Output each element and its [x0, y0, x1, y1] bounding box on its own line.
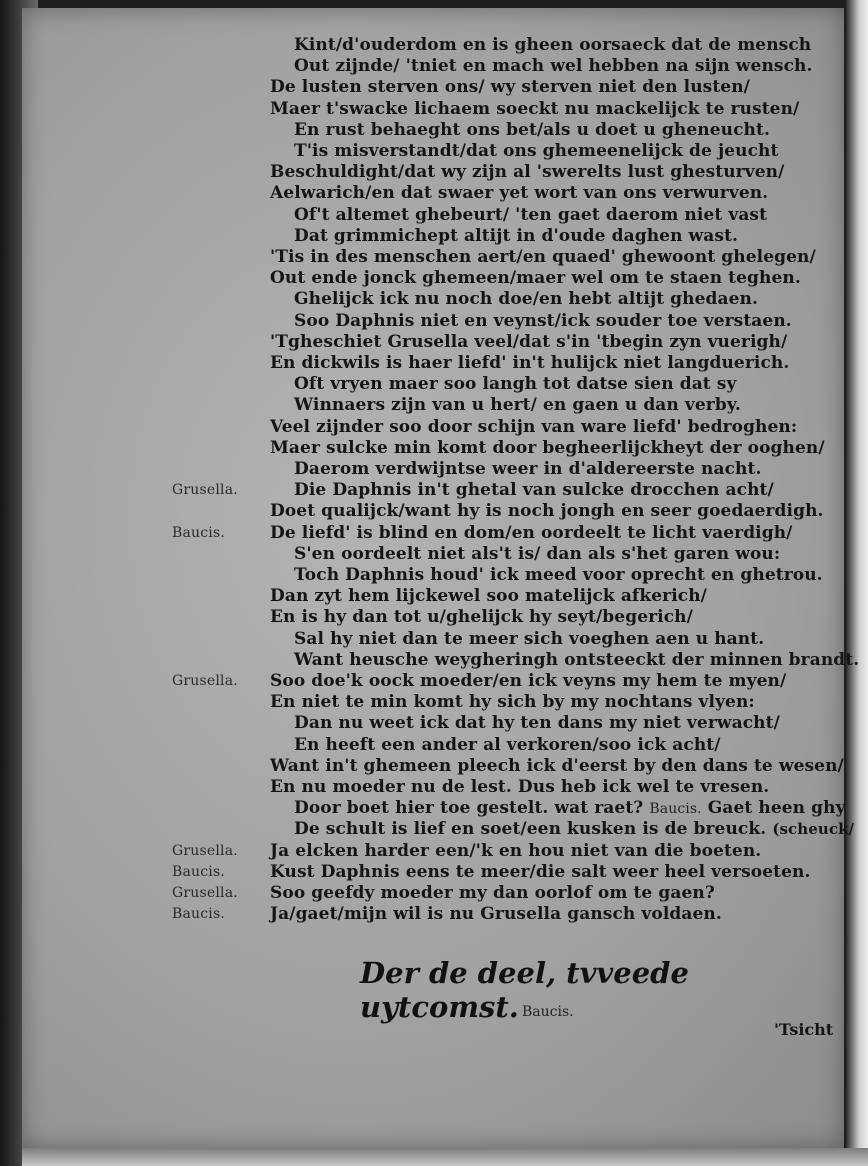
verse-text	[294, 394, 741, 416]
catch-speaker: Baucis.	[522, 1004, 574, 1020]
verse-line	[22, 394, 844, 416]
verse-text	[270, 903, 722, 925]
verse-text-main: Dan nu weet ick dat hy ten dans my niet verwacht/	[294, 713, 780, 734]
verse-line	[22, 204, 844, 226]
verse-text-main: En is hy dan tot u/ghelijck hy seyt/begerich/	[270, 607, 693, 628]
verse-line	[22, 331, 844, 353]
verse-line	[22, 246, 844, 268]
verse-line	[22, 670, 844, 692]
verse-text	[270, 416, 797, 438]
verse-text-main: Want heusche weygheringh ontsteeckt der minnen brandt.	[294, 649, 860, 670]
verse-text-main: Toch Daphnis houd' ick meed voor oprecht en ghetrou.	[294, 565, 823, 585]
verse-line	[22, 416, 844, 438]
verse-text	[294, 288, 758, 310]
verse-text	[270, 500, 824, 522]
verse-text	[294, 55, 813, 77]
verse-text-main: Dat grimmichept altijt in d'oude daghen wast.	[294, 225, 739, 246]
verse-text-main: En rust behaeght ons bet/als u doet u gheneucht.	[294, 119, 770, 140]
verse-line	[22, 119, 844, 141]
verse-text-main: Kust Daphnis eens te meer/die salt weer heel versoeten.	[270, 861, 811, 882]
verse-text	[294, 458, 761, 480]
verse-text	[270, 98, 799, 120]
verse-text	[294, 140, 778, 162]
verse-text	[294, 712, 780, 734]
verse-text-main: Winnaers zijn van u hert/ en gaen u dan verby.	[294, 395, 741, 416]
verse-text-main: Ghelijck ick nu noch doe/en hebt altijt ghedaen.	[294, 289, 759, 310]
verse-text	[270, 76, 750, 98]
verse-text	[270, 352, 789, 374]
speaker-label: Grusella.	[172, 885, 238, 901]
verse-text-main: Ja/gaet/mijn wil is nu Grusella gansch voldaen.	[270, 904, 722, 925]
verse-text-main: Sal hy niet dan te meer sich voeghen aen u hant.	[294, 628, 765, 649]
verse-text-main: Doet qualijck/want hy is noch jongh en seer goedaerdigh.	[270, 501, 824, 522]
verse-text	[294, 649, 859, 671]
verse-text	[270, 246, 816, 268]
verse-text	[294, 818, 854, 840]
verse-text-main: De liefd' is blind en dom/en oordeelt te licht vaerdigh/	[270, 522, 793, 543]
verse-text-main: Dan zyt hem lijckewel soo matelijck afkerich/	[270, 586, 707, 607]
catchword: 'Tsicht	[774, 1020, 834, 1039]
verse-line	[22, 818, 855, 840]
verse-text	[294, 310, 792, 332]
verse-text-main: T'is misverstandt/dat ons ghemeenelijck de jeucht	[294, 141, 779, 161]
verse-text-main: Soo doe'k oock moeder/en ick veyns my hem te myen/	[270, 671, 787, 691]
verse-text-main: Kint/d'ouderdom en is gheen oorsaeck dat de mensch	[294, 35, 812, 55]
verse-text	[294, 373, 736, 395]
verse-line	[22, 564, 844, 586]
verse-text	[270, 267, 801, 289]
verse-line	[22, 437, 844, 459]
verse-text-main: Of't altemet ghebeurt/ 'ten gaet daerom niet vast	[294, 204, 768, 225]
verse-line	[22, 628, 844, 650]
verse-text	[270, 776, 769, 798]
verse-text	[294, 225, 738, 247]
verse-text-main: Out zijnde/ 'tniet en mach wel hebben na sijn wensch.	[294, 56, 813, 77]
turnover-word: (scheuck/	[772, 820, 855, 839]
verse-text	[270, 585, 707, 607]
verse-line	[22, 288, 844, 310]
verse-text	[270, 861, 811, 883]
verse-text	[270, 161, 784, 183]
verse-text	[294, 628, 764, 650]
verse-text-main: Maer t'swacke lichaem soeckt nu mackelijck te rusten/	[270, 98, 800, 119]
verse-line	[22, 500, 844, 522]
verse-text-main: Daerom verdwijntse weer in d'aldereerste nacht.	[294, 459, 762, 479]
speaker-label: Grusella.	[172, 842, 238, 859]
verse-text	[294, 119, 770, 141]
verse-line	[22, 140, 844, 162]
verse-text-main: De lusten sterven ons/ wy sterven niet den lusten/	[270, 77, 750, 98]
inline-speaker-label: Baucis.	[649, 801, 702, 818]
verse-line	[22, 755, 844, 777]
verse-text-main: Out ende jonck ghemeen/maer wel om te staen teghen.	[270, 268, 801, 289]
verse-line	[22, 903, 844, 925]
speaker-label: Baucis.	[172, 524, 226, 541]
verse-text-main: Oft vryen maer soo langh tot datse sien dat sy	[294, 374, 737, 395]
verse-line	[22, 182, 844, 204]
verse-line	[22, 691, 844, 713]
verse-text	[294, 204, 767, 226]
verse-text-main: En niet te min komt hy sich by my nochtans vlyen:	[270, 692, 755, 713]
verse-text	[270, 670, 786, 692]
verse-line	[22, 98, 844, 120]
verse-text-main: S'en oordeelt niet als't is/ dan als s'het garen wou:	[294, 543, 781, 564]
page-bottom-edge	[22, 1148, 868, 1166]
verse-text-main: En dickwils is haer liefd' in't hulijck niet langduerich.	[270, 353, 790, 373]
speaker-label: Baucis.	[172, 906, 226, 923]
verse-line	[22, 585, 844, 607]
speaker-label: Grusella.	[172, 482, 238, 499]
verse-line	[22, 76, 844, 98]
verse-text-main: Soo geefdy moeder my dan oorlof om te gaen?	[270, 883, 715, 903]
verse-text	[270, 606, 693, 628]
verse-text-main: 'Tis in des menschen aert/en quaed' ghewoont ghelegen/	[270, 247, 816, 267]
verse-line	[22, 840, 844, 862]
verse-text	[294, 479, 774, 501]
speaker-label: Baucis.	[172, 863, 226, 880]
section-heading: Der de deel, tvveede uytcomst.	[360, 956, 689, 1024]
verse-text	[294, 797, 846, 820]
verse-text	[294, 543, 780, 565]
verse-line	[22, 734, 844, 756]
verse-text-main: Beschuldight/dat wy zijn al 'swerelts lust ghesturven/	[270, 162, 785, 183]
book-page	[22, 8, 860, 1148]
verse-line	[22, 310, 844, 332]
verse-text-main: Veel zijnder soo door schijn van ware liefd' bedroghen:	[270, 416, 798, 437]
verse-text	[270, 691, 755, 713]
verse-line	[22, 352, 844, 374]
verse-text-main: Soo Daphnis niet en veynst/ick souder toe verstaen.	[294, 310, 792, 331]
facing-page-edge	[846, 0, 868, 1166]
verse-text-main: De schult is lief en soet/een kusken is de breuck.	[294, 819, 767, 840]
verse-line	[22, 373, 844, 395]
verse-text-main: Aelwarich/en dat swaer yet wort van ons verwurven.	[270, 183, 769, 204]
verse-text-main: En nu moeder nu de lest. Dus heb ick wel te vresen.	[270, 777, 770, 797]
verse-text	[270, 840, 761, 862]
verse-text	[270, 182, 768, 204]
verse-text-main: Door boet hier toe gestelt. wat raet?	[294, 798, 644, 819]
verse-text	[270, 331, 787, 353]
verse-line	[22, 712, 844, 734]
verse-line	[22, 797, 844, 819]
verse-text	[294, 564, 823, 586]
verse-text	[270, 882, 715, 904]
verse-text	[270, 522, 793, 544]
verse-line	[22, 161, 844, 183]
verse-text-main: 'Tgheschiet Grusella veel/dat s'in 'tbegin zyn vuerigh/	[270, 331, 788, 352]
verse-text-main: En heeft een ander al verkoren/soo ick acht/	[294, 734, 721, 755]
verse-text-main: Die Daphnis in't ghetal van sulcke drocchen acht/	[294, 480, 774, 501]
verse-text-main: Ja elcken harder een/'k en hou niet van die boeten.	[270, 840, 762, 861]
verse-text	[270, 755, 844, 777]
verse-text	[294, 34, 811, 56]
verse-line	[22, 34, 844, 56]
verse-line	[22, 543, 844, 565]
verse-line	[22, 882, 844, 904]
verse-line	[22, 649, 860, 671]
verse-line	[22, 606, 844, 628]
verse-text-main: Maer sulcke min komt door begheerlijckheyt der ooghen/	[270, 437, 825, 458]
verse-text	[270, 437, 825, 459]
verse-line	[22, 267, 844, 289]
speaker-label: Grusella.	[172, 673, 238, 689]
verse-line	[22, 458, 844, 480]
verse-line	[22, 55, 844, 77]
verse-line	[22, 776, 844, 798]
verse-text-main: Want in't ghemeen pleech ick d'eerst by den dans te wesen/	[270, 755, 844, 776]
verse-line	[22, 225, 844, 247]
verse-text	[294, 734, 721, 756]
verse-text-continued: Gaet heen ghy	[707, 798, 846, 819]
verse-line	[22, 479, 844, 501]
verse-line	[22, 861, 844, 883]
verse-line	[22, 522, 844, 544]
